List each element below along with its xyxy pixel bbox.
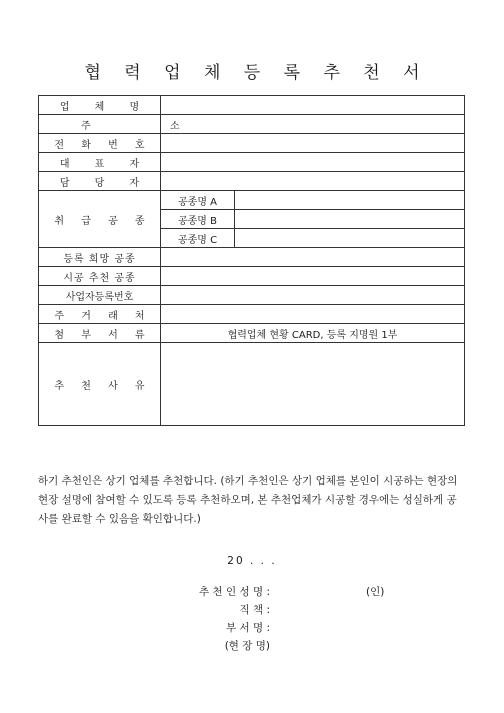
row-phone	[39, 134, 465, 153]
label-manager: 담 당 자	[39, 172, 161, 191]
field-construction[interactable]	[161, 267, 465, 286]
label-department: 부 서 명 :	[226, 622, 270, 634]
field-manager[interactable]	[161, 172, 465, 191]
field-attach: 협력업체 현황 CARD, 등록 지명원 1부	[161, 324, 465, 343]
row-company	[39, 96, 465, 115]
label-trade-b: 공종명 B	[161, 210, 235, 229]
row-client	[39, 305, 465, 324]
row-wish	[39, 248, 465, 267]
field-trade-c[interactable]	[235, 229, 465, 248]
field-client[interactable]	[161, 305, 465, 324]
label-wish: 등록 희망 공종	[39, 248, 161, 267]
label-company: 업 체 명	[39, 96, 161, 115]
label-address: 주 소	[39, 115, 161, 134]
signature-row-site	[170, 637, 270, 655]
document-title: 협 력 업 체 등 록 추 천 서	[84, 63, 429, 83]
field-bizno[interactable]	[161, 286, 465, 305]
label-trade: 취 급 공 종	[39, 191, 161, 248]
label-bizno: 사업자등록번호	[39, 286, 161, 305]
field-trade-b[interactable]	[235, 210, 465, 229]
signature-block	[170, 583, 385, 655]
label-client: 주 거 래 처	[39, 305, 161, 324]
row-reason	[39, 343, 465, 426]
row-ceo	[39, 153, 465, 172]
label-reason: 추 천 사 유	[39, 343, 161, 426]
signature-row-recommender	[170, 583, 385, 601]
signature-row-position	[170, 601, 270, 619]
label-trade-a: 공종명 A	[161, 191, 235, 210]
row-manager	[39, 172, 465, 191]
date-line: 20 . . .	[227, 555, 277, 567]
row-trade-a	[39, 191, 465, 210]
registration-form-table	[38, 95, 465, 426]
label-phone: 전 화 번 호	[39, 134, 161, 153]
field-phone[interactable]	[161, 134, 465, 153]
row-attach	[39, 324, 465, 343]
row-address	[39, 115, 465, 134]
label-ceo: 대 표 자	[39, 153, 161, 172]
label-position: 직 책 :	[239, 604, 270, 616]
label-trade-c: 공종명 C	[161, 229, 235, 248]
row-construction	[39, 267, 465, 286]
field-trade-a[interactable]	[235, 191, 465, 210]
label-recommender-name: 추 천 인 성 명 :	[199, 586, 270, 598]
seal-mark: (인)	[366, 586, 385, 598]
field-company[interactable]	[161, 96, 465, 115]
field-reason[interactable]	[161, 343, 465, 426]
field-wish[interactable]	[161, 248, 465, 267]
field-ceo[interactable]	[161, 153, 465, 172]
signature-row-department	[170, 619, 270, 637]
label-attach: 첨 부 서 류	[39, 324, 161, 343]
label-site-name: (현 장 명)	[224, 640, 270, 652]
row-bizno	[39, 286, 465, 305]
recommendation-statement: 하기 추천인은 상기 업체를 추천합니다. (하기 추천인은 상기 업체를 본인이 시공하는 현장의 현장 설명에 참여할 수 있도록 등록 추천하오며, 본 추천업체가 시공할 경우에는 성실하게 공사를 완료할 수 있음을 확인합니다.)	[38, 475, 458, 525]
label-construction: 시공 추천 공종	[39, 267, 161, 286]
